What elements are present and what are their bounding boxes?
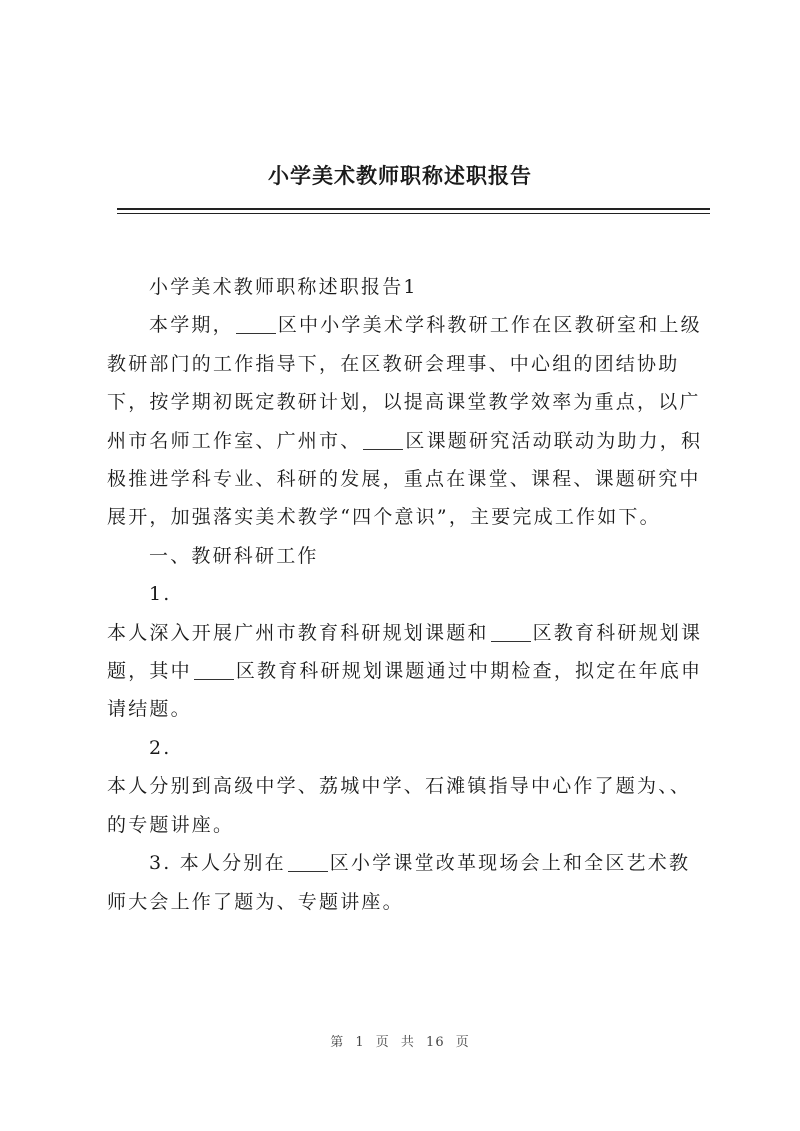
paragraph-intro [107,306,707,536]
blank-field [236,314,276,334]
item-paragraph [107,844,707,921]
paragraph-text: 区教育科研规划课题通过中期检查，拟定在年底申请结题。 [107,660,703,721]
paragraph-text: 区教育科研规划课题，其中 [107,621,703,683]
title-rule [117,208,710,210]
report-subtitle: 小学美术教师职称述职报告1 [149,276,418,298]
title-rule-thin [117,213,710,214]
paragraph-text: 本人深入开展广州市教育科研规划课题和 [107,621,489,644]
blank-field [288,852,328,872]
paragraph-text: 区中小学美术学科教研工作在区教研室和上级教研部门的工作指导下，在区教研会理事、中心组的团结协助下，按学期初既定教研计划，以提高课堂教学效率为重点，以广州市名师工作室、广州市、 [107,314,702,452]
blank-field [194,660,234,680]
paragraph-text: 区小学课堂改革现场会上和全区艺术教师大会上作了题为、专题讲座。 [107,852,691,913]
document-title: 小学美术教师职称述职报告 [268,163,532,188]
item-number: 1. [149,583,172,606]
item-number: 2. [149,736,172,759]
blank-field [491,622,531,642]
page-footer: 第 1 页 共 16 页 [330,1035,470,1050]
blank-field [363,430,403,450]
paragraph-text: 区课题研究活动联动为助力，积极推进学科专业、科研的发展，重点在课堂、课程、课题研究中展开，加强落实美术教学“四个意识”，主要完成工作如下。 [107,429,703,529]
section-heading: 一、教研科研工作 [149,544,319,567]
paragraph-text: 本学期， [149,314,234,337]
item-paragraph: 本人分别到高级中学、荔城中学、石滩镇指导中心作了题为、、的专题讲座。 [107,775,692,836]
document-body [107,268,707,921]
paragraph-text: 3. 本人分别在 [149,852,286,875]
item-paragraph [107,614,707,729]
